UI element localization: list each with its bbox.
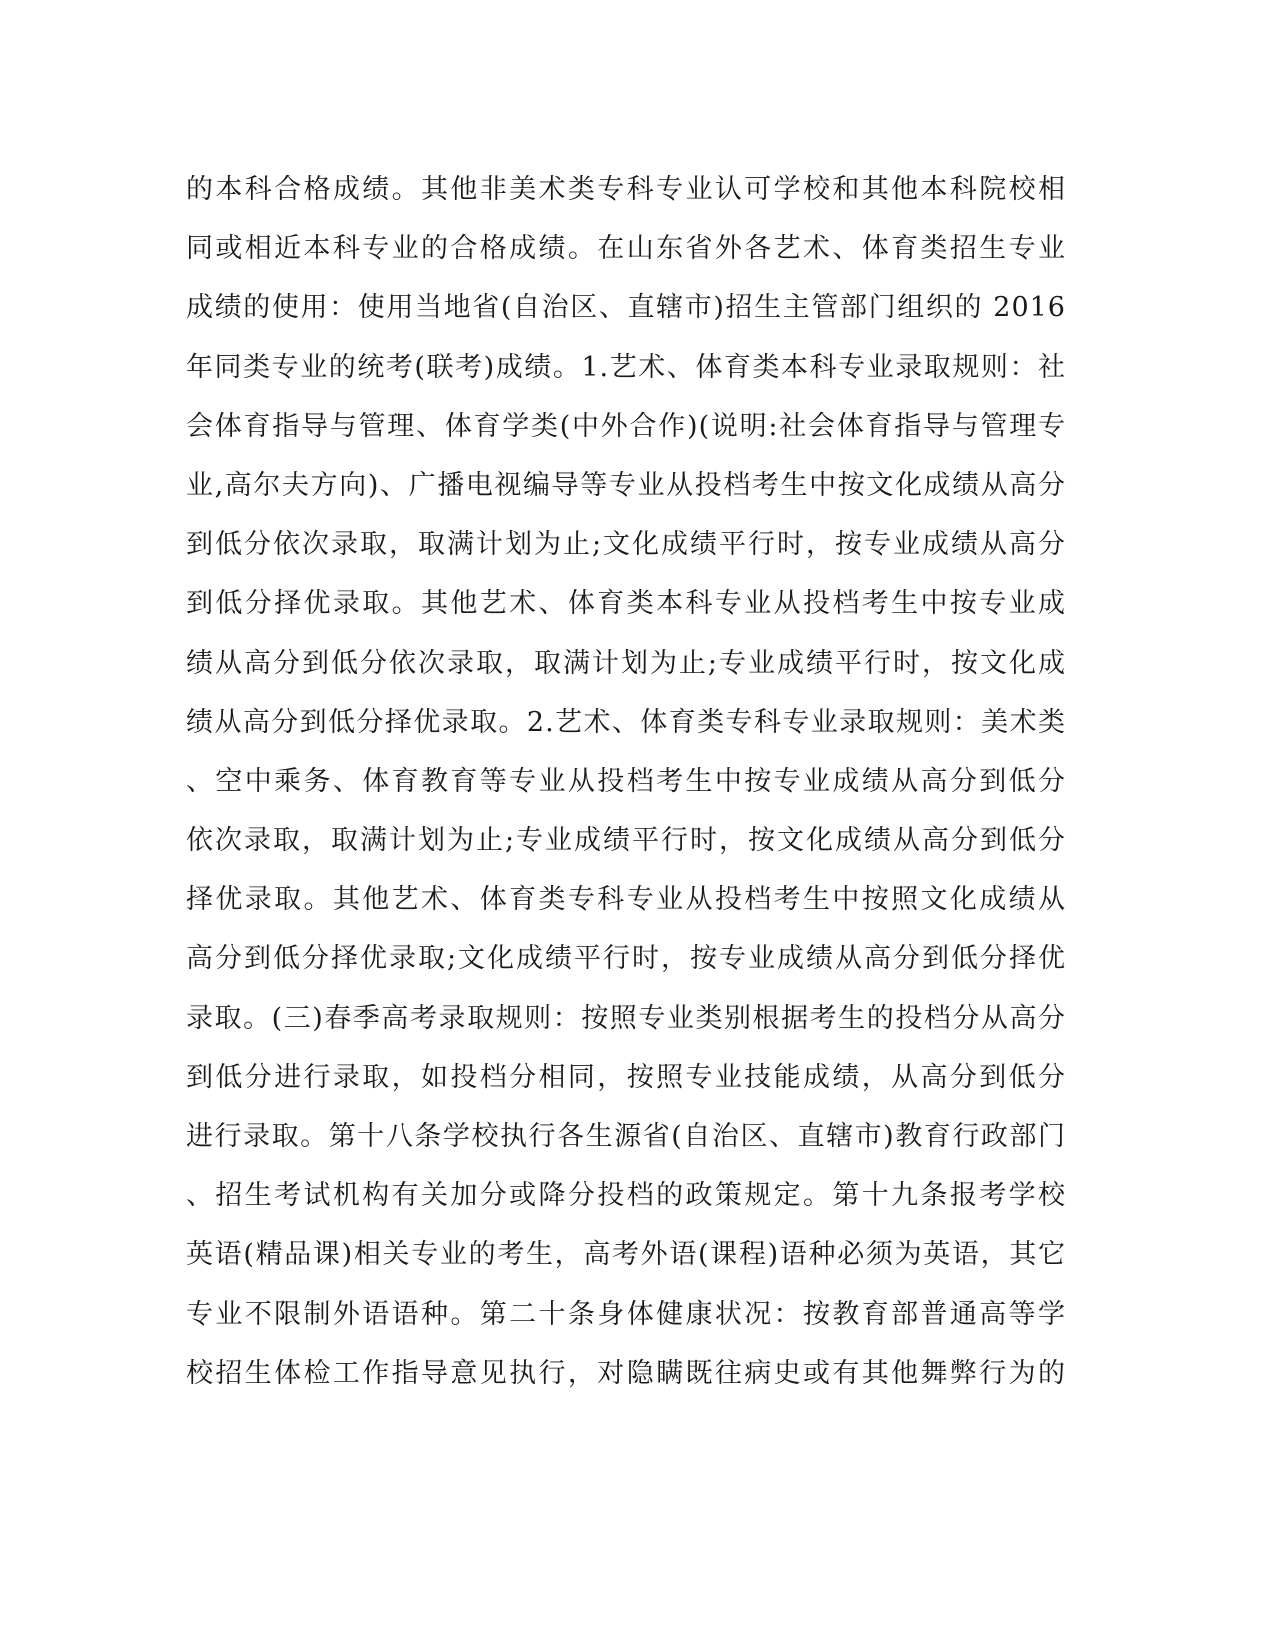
text-line-18: 、招生考试机构有关加分或降分投档的政策规定。第十九条报考学校: [186, 1180, 1066, 1212]
text-line-20: 专业不限制外语语种。第二十条身体健康状况：按教育部普通高等学: [186, 1298, 1066, 1330]
text-line-7: 到低分依次录取，取满计划为止;文化成绩平行时，按专业成绩从高分: [186, 529, 1066, 561]
text-line-3: 成绩的使用：使用当地省(自治区、直辖市)招生主管部门组织的 2016: [186, 292, 1066, 324]
text-line-11: 、空中乘务、体育教育等专业从投档考生中按专业成绩从高分到低分: [186, 765, 1066, 797]
text-line-17: 进行录取。第十八条学校执行各生源省(自治区、直辖市)教育行政部门: [186, 1121, 1066, 1152]
text-line-2: 同或相近本科专业的合格成绩。在山东省外各艺术、体育类招生专业: [186, 233, 1066, 265]
text-line-16: 到低分进行录取，如投档分相同，按照专业技能成绩，从高分到低分: [186, 1061, 1066, 1093]
text-line-15: 录取。(三)春季高考录取规则：按照专业类别根据考生的投档分从高分: [186, 1002, 1066, 1034]
text-line-12: 依次录取，取满计划为止;专业成绩平行时，按文化成绩从高分到低分: [186, 825, 1066, 857]
text-line-14: 高分到低分择优录取;文化成绩平行时，按专业成绩从高分到低分择优: [186, 943, 1066, 975]
text-line-13: 择优录取。其他艺术、体育类专科专业从投档考生中按照文化成绩从: [186, 884, 1066, 916]
text-line-10: 绩从高分到低分择优录取。2.艺术、体育类专科专业录取规则：美术类: [186, 706, 1066, 738]
body-text: [186, 160, 1066, 1403]
text-line-6: 业,高尔夫方向)、广播电视编导等专业从投档考生中按文化成绩从高分: [186, 469, 1066, 501]
text-line-9: 绩从高分到低分依次录取，取满计划为止;专业成绩平行时，按文化成: [186, 647, 1066, 679]
text-line-8: 到低分择优录取。其他艺术、体育类本科专业从投档考生中按专业成: [186, 588, 1066, 620]
text-line-21: 校招生体检工作指导意见执行，对隐瞒既往病史或有其他舞弊行为的: [186, 1357, 1066, 1389]
text-line-4: 年同类专业的统考(联考)成绩。1.艺术、体育类本科专业录取规则：社: [186, 351, 1066, 383]
text-line-5: 会体育指导与管理、体育学类(中外合作)(说明:社会体育指导与管理专: [186, 410, 1066, 442]
text-line-19: 英语(精品课)相关专业的考生，高考外语(课程)语种必须为英语，其它: [186, 1239, 1066, 1271]
text-line-1: 的本科合格成绩。其他非美术类专科专业认可学校和其他本科院校相: [186, 174, 1066, 205]
